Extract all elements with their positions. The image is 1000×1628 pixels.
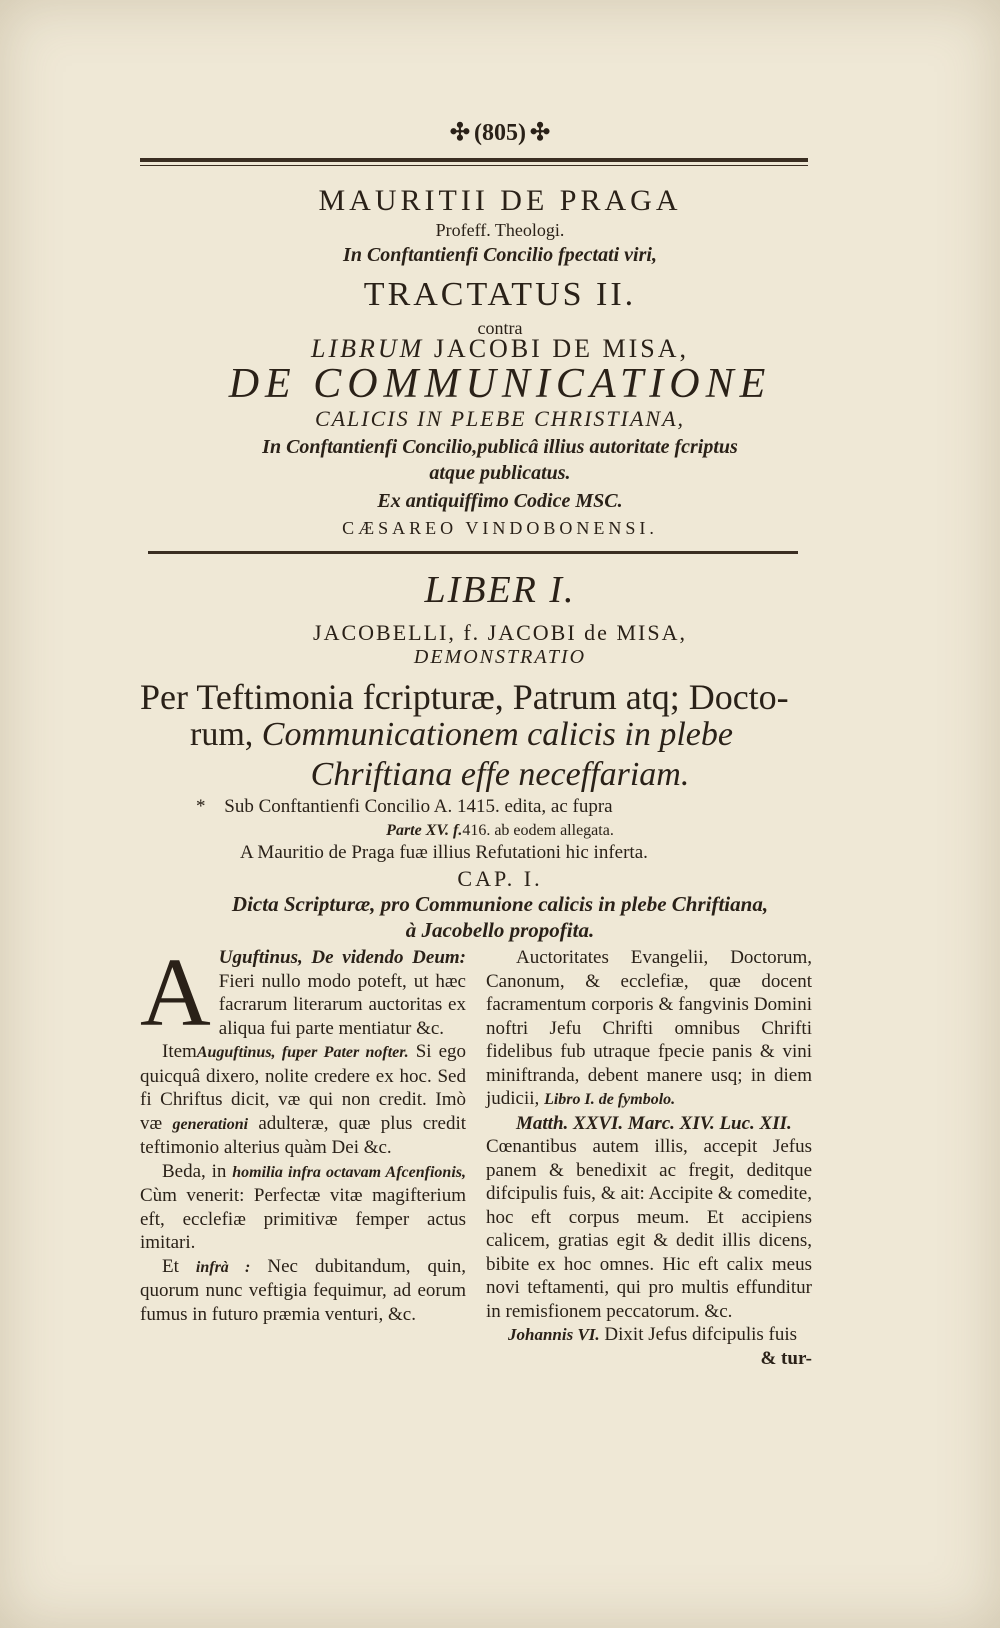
drop-cap: A: [140, 939, 211, 1047]
author-context: In Conftantienfi Concilio fpectati viri,: [343, 244, 657, 266]
right-scripture-reference: Matth. XXVI. Marc. XIV. Luc. XII.: [516, 1112, 792, 1134]
author-role: Profeff. Theologi.: [435, 220, 565, 240]
published-line-1: In Conftantienfi Concilio,publicâ illius autoritate fcriptus: [262, 436, 738, 458]
right-paragraph-2: Cœnantibus autem illis, accepit Jefus panem & benedixit ac fregit, deditque difcipulis fuis, & ait: Accipite & comedite, hoc eft corpus meum. Et accipiens calicem, gratias egit & dedit illis dicens, bibite ex hoc omnes. Hic eft calix meus novi teftamenti, qui pro multis effunditur in remisfionem peccatorum. &c.: [486, 1136, 812, 1322]
left-column: [140, 939, 467, 1326]
chapter-subtitle-1: Dicta Scripturæ, pro Communione calicis in plebe Chriftiana,: [231, 892, 769, 916]
chapter-heading: CAP. I.: [457, 866, 543, 891]
chapter-subtitle-2: à Jacobello propofita.: [405, 918, 595, 942]
page-number: ✣ (805) ✣: [449, 120, 551, 146]
right-column: [486, 946, 812, 1370]
left-paragraph-3: Beda, in homilia infra octavam Afcenfionis, Cùm venerit: Perfectæ vitæ magifterium eft, ecclefiæ primitivæ femper actus imitari.: [140, 1160, 466, 1253]
note-marker: *: [196, 796, 206, 817]
left-paragraph-4: Et infrà : Nec dubitandum, quin, quorum nunc veftigia fequimur, ad eorum fumus in futuro præmia venturi, &c.: [140, 1255, 467, 1325]
liber-heading: LIBER I.: [424, 569, 576, 611]
main-heading-line-1: Per Teftimonia fcripturæ, Patrum atq; Docto-: [140, 677, 789, 717]
title-divider: [148, 551, 798, 554]
treatise-title: TRACTATUS II.: [363, 276, 637, 313]
header-rule-thick: [140, 158, 808, 162]
header-rule-thin: [140, 165, 808, 166]
published-line-2: atque publicatus.: [429, 462, 571, 484]
calicis-line: CALICIS IN PLEBE CHRISTIANA,: [314, 406, 686, 431]
note-line-2: Parte XV. f.416. ab eodem allegata.: [386, 822, 614, 839]
librum-line: LIBRUM JACOBI DE MISA,: [310, 334, 689, 363]
demonstratio-label: DEMONSTRATIO: [413, 646, 587, 668]
catchword: & tur-: [760, 1347, 812, 1369]
right-paragraph-1: Auctoritates Evangelii, Doctorum, Canonum, & ecclefiæ, quæ docent facramentum corporis & fangvinis Domini noftri Jefu Chrifti omnibus Chrifti fidelibus fub utraque fpecie panis & vini miniftranda, debent manere usq; in diem judicii, Libro I. de fymbolo.: [486, 947, 812, 1109]
source-line: Ex antiquiffimo Codice MSC.: [377, 490, 623, 512]
contra-label: contra: [477, 318, 523, 338]
main-heading-line-2: rum, Communicationem calicis in plebe: [190, 716, 733, 753]
note-line-3: A Mauritio de Praga fuæ illius Refutationi hic inferta.: [240, 842, 648, 863]
left-paragraph-1: A Uguftinus, De videndo Deum: Fieri nullo modo poteft, ut hæc facrarum literarum auctoritas ex aliqua fui parte mentiatur &c.: [140, 939, 466, 1047]
right-paragraph-3: Johannis VI. Dixit Jefus difcipulis fuis: [508, 1324, 798, 1345]
main-heading-line-3: Chriftiana effe neceffariam.: [310, 756, 690, 793]
note-line-1: * Sub Conftantienfi Concilio A. 1415. edita, ac fupra: [196, 796, 613, 817]
caesareo-line: CÆSAREO VINDOBONENSI.: [342, 518, 658, 538]
left-paragraph-2: ItemAuguftinus, fuper Pater nofter. Si ego quicquâ dixero, nolite credere ex hoc. Sed fi Chriftus dicit, væ qui non credit. Imò væ generationi adulteræ, quæ plus credit teftimonio alterius quàm Dei &c.: [140, 1041, 467, 1158]
author-name: MAURITII DE PRAGA: [318, 184, 682, 217]
de-communicatione-title: DE COMMUNICATIONE: [228, 361, 772, 407]
jacobelli-line: JACOBELLI, f. JACOBI de MISA,: [313, 620, 687, 645]
